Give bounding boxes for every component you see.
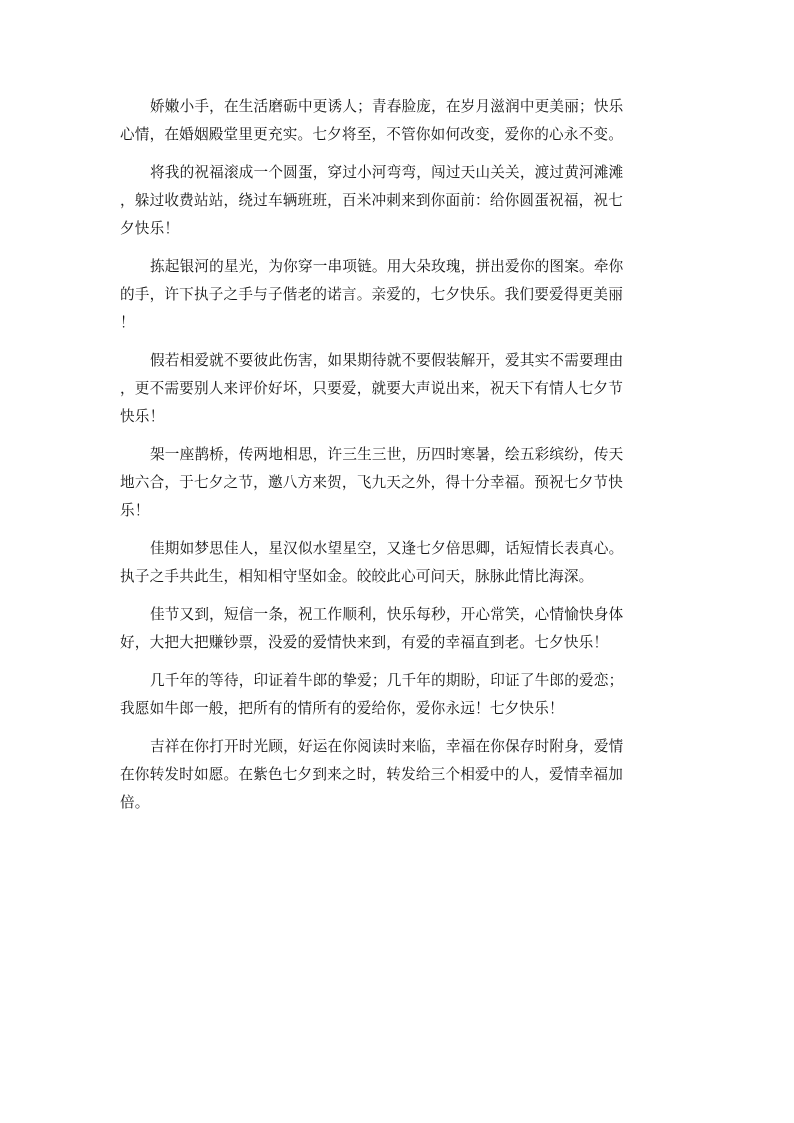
paragraph-line: 假若相爱就不要彼此伤害，如果期待就不要假装解开，爱其实不需要理由: [150, 352, 624, 369]
paragraph-7: [120, 601, 665, 657]
paragraph-line: 心情，在婚姻殿堂里更充实。七夕将至，不管你如何改变，爱你的心永不变。: [120, 126, 623, 143]
paragraph-line: 执子之手共此生，相知相守坚如金。皎皎此心可问天，脉脉此情比海深。: [120, 568, 594, 585]
paragraph-line: 将我的祝福滚成一个圆蛋，穿过小河弯弯，闯过天山关关，渡过黄河滩滩: [150, 164, 624, 181]
paragraph-line: ，躲过收费站站，绕过车辆班班，百米冲刺来到你面前：给你圆蛋祝福，祝七: [120, 192, 623, 209]
paragraph-line: ，更不需要别人来评价好坏，只要爱，就要大声说出来，祝天下有情人七夕节: [120, 380, 623, 397]
paragraph-line: 娇嫩小手，在生活磨砺中更诱人；青春脸庞，在岁月滋润中更美丽；快乐: [150, 98, 624, 115]
paragraph-3: [120, 253, 665, 337]
document-body: [120, 93, 665, 827]
paragraph-line: 倍。: [120, 794, 150, 811]
paragraph-1: [120, 93, 665, 149]
paragraph-line: 我愿如牛郎一般，把所有的情所有的爱给你，爱你永远！七夕快乐！: [120, 700, 564, 717]
paragraph-8: [120, 667, 665, 723]
paragraph-line: 地六合，于七夕之节，邀八方来贺，飞九天之外，得十分幸福。预祝七夕节快: [120, 474, 623, 491]
paragraph-line: 拣起银河的星光，为你穿一串项链。用大朵玫瑰，拼出爱你的图案。牵你: [150, 258, 624, 275]
paragraph-line: 佳期如梦思佳人，星汉似水望星空，又逢七夕倍思卿，话短情长表真心。: [150, 540, 624, 557]
paragraph-line: 乐！: [120, 502, 150, 519]
paragraph-line: 夕快乐！: [120, 220, 180, 237]
paragraph-line: 吉祥在你打开时光顾，好运在你阅读时来临，幸福在你保存时附身，爱情: [150, 738, 624, 755]
paragraph-line: 架一座鹊桥，传两地相思，许三生三世，历四时寒暑，绘五彩缤纷，传天: [150, 446, 624, 463]
paragraph-9: [120, 733, 665, 817]
paragraph-line: 快乐！: [120, 408, 165, 425]
paragraph-2: [120, 159, 665, 243]
paragraph-line: 几千年的等待，印证着牛郎的挚爱；几千年的期盼，印证了牛郎的爱恋；: [150, 672, 624, 689]
paragraph-line: 在你转发时如愿。在紫色七夕到来之时，转发给三个相爱中的人，爱情幸福加: [120, 766, 623, 783]
paragraph-line: ！: [120, 314, 135, 331]
paragraph-4: [120, 347, 665, 431]
paragraph-5: [120, 441, 665, 525]
paragraph-line: 好，大把大把赚钞票，没爱的爱情快来到，有爱的幸福直到老。七夕快乐！: [120, 634, 609, 651]
paragraph-6: [120, 535, 665, 591]
paragraph-line: 的手，许下执子之手与子偕老的诺言。亲爱的，七夕快乐。我们要爱得更美丽: [120, 286, 623, 303]
paragraph-line: 佳节又到，短信一条，祝工作顺利，快乐每秒，开心常笑，心情愉快身体: [150, 606, 624, 623]
